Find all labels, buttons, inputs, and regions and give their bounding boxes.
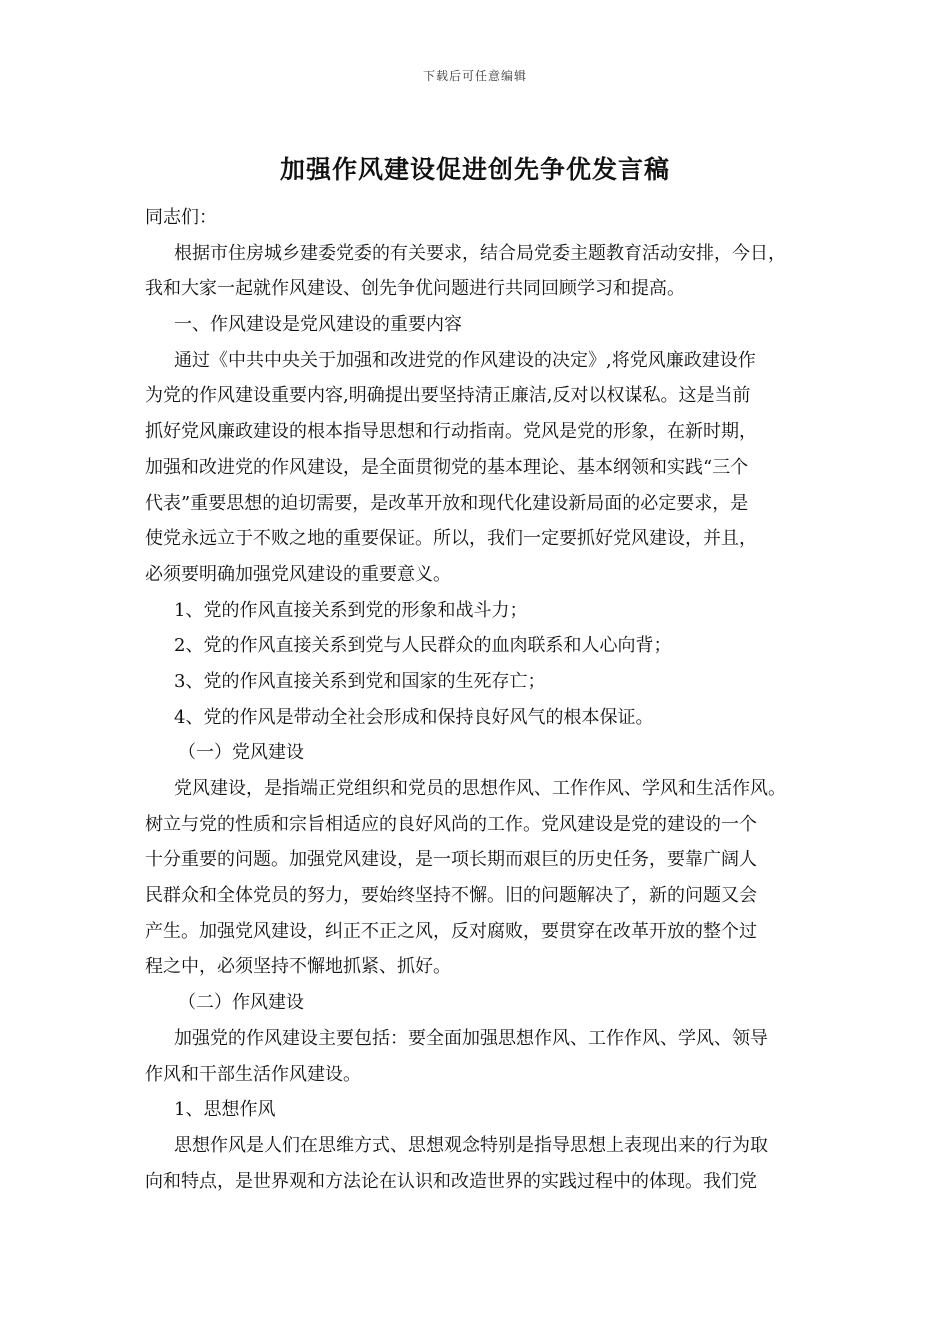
- header-note: 下载后可任意编辑: [422, 69, 527, 83]
- text-line: 作风和干部生活作风建设。: [145, 1063, 361, 1085]
- text-line: 党风建设，是指端正党组织和党员的思想作风、工作作风、学风和生活作风。: [174, 778, 786, 799]
- text-line: 加强党的作风建设主要包括：要全面加强思想作风、工作作风、学风、领导: [174, 1027, 768, 1049]
- text-line: 使党永远立于不败之地的重要保证。所以，我们一定要抓好党风建设，并且，: [145, 528, 757, 550]
- text-line: 一、作风建设是党风建设的重要内容: [174, 314, 462, 336]
- text-line: 思想作风是人们在思维方式、思想观念特别是指导思想上表现出来的行为取: [174, 1134, 768, 1156]
- text-line: 代表”重要思想的迫切需要，是改革开放和现代化建设新局面的必定要求，是: [145, 492, 749, 514]
- text-line: 2、党的作风直接关系到党与人民群众的血肉联系和人心向背；: [174, 635, 672, 657]
- text-line: 根据市住房城乡建委党委的有关要求，结合局党委主题教育活动安排，今日，: [174, 242, 786, 264]
- text-line: 3、党的作风直接关系到党和国家的生死存亡；: [174, 670, 546, 692]
- text-line: 4、党的作风是带动全社会形成和保持良好风气的根本保证。: [174, 706, 654, 728]
- text-line: 树立与党的性质和宗旨相适应的良好风尚的工作。党风建设是党的建设的一个: [145, 813, 757, 835]
- document-body: [145, 200, 825, 1199]
- text-line: 十分重要的问题。加强党风建设，是一项长期而艰巨的历史任务，要靠广阔人: [145, 849, 757, 871]
- text-line: 加强和改进党的作风建设，是全面贯彻党的基本理论、基本纲领和实践“三个: [145, 456, 749, 478]
- text-line: 民群众和全体党员的努力，要始终坚持不懈。旧的问题解决了，新的问题又会: [145, 885, 757, 907]
- document-title: 加强作风建设促进创先争优发言稿: [279, 155, 670, 184]
- text-line: （二）作风建设: [178, 992, 304, 1014]
- text-line: 必须要明确加强党风建设的重要意义。: [145, 563, 451, 585]
- text-line: 通过《中共中央关于加强和改进党的作风建设的决定》,将党风廉政建设作: [174, 349, 756, 371]
- text-line: 为党的作风建设重要内容,明确提出要坚持清正廉洁,反对以权谋私。这是当前: [145, 385, 751, 407]
- text-line: 1、党的作风直接关系到党的形象和战斗力；: [174, 599, 528, 621]
- text-line: 产生。加强党风建设，纠正不正之风，反对腐败，要贯穿在改革开放的整个过: [145, 920, 757, 942]
- text-line: 1、思想作风: [174, 1099, 276, 1121]
- text-line: 抓好党风廉政建设的根本指导思想和行动指南。党风是党的形象，在新时期，: [145, 421, 757, 443]
- text-line: 我和大家一起就作风建设、创先争优问题进行共同回顾学习和提高。: [145, 278, 685, 300]
- text-line: 向和特点，是世界观和方法论在认识和改造世界的实践过程中的体现。我们党: [145, 1170, 757, 1192]
- text-line: 同志们：: [145, 207, 217, 228]
- text-line: 程之中，必须坚持不懈地抓紧、抓好。: [145, 956, 451, 978]
- text-line: （一）党风建设: [178, 742, 304, 764]
